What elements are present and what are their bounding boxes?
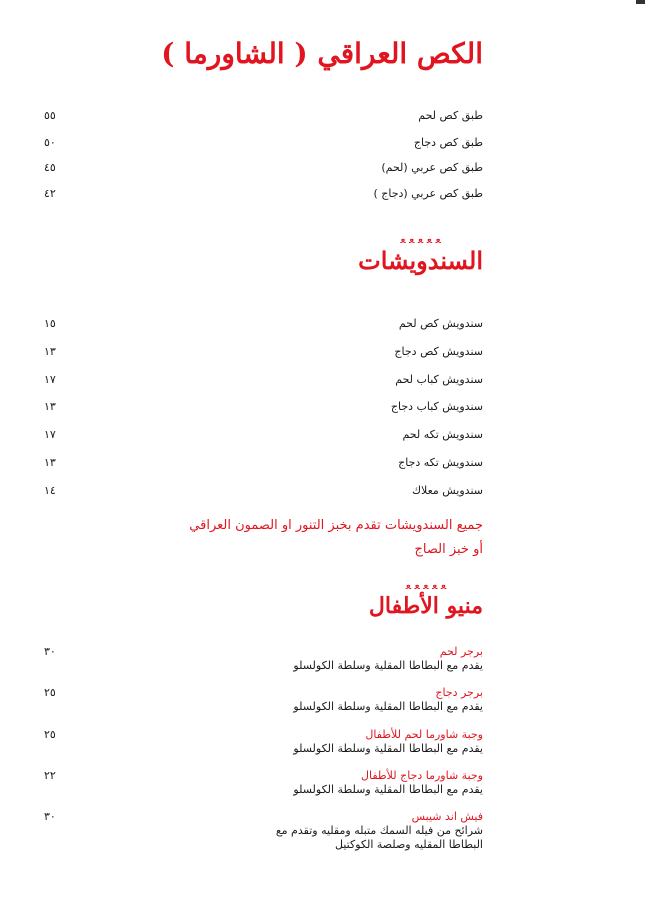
section-title-kids xyxy=(369,580,483,620)
ornament-icon: ﻌ ﻌ ﻌ ﻌ ﻌ xyxy=(400,233,441,246)
item-name: سندويش كص دجاج xyxy=(394,345,483,358)
item-price: ٢٥ xyxy=(44,686,56,699)
list-item xyxy=(0,184,651,204)
list-item xyxy=(0,425,651,445)
corner-mark xyxy=(636,0,645,4)
item-description: شرائح من فيله السمك متبله ومقليه وتقدم مع xyxy=(275,824,483,837)
section-title-sandwiches-text: السندويشات xyxy=(358,246,483,275)
list-item xyxy=(0,314,651,334)
item-description: يقدم مع البطاطا المقلية وسلطة الكولسلو xyxy=(293,783,483,796)
bread-note-line-1: جميع السندويشات تقدم بخبز التنور او الصمون العراقي xyxy=(189,518,483,533)
list-item xyxy=(0,370,651,390)
item-price: ٢٢ xyxy=(44,769,56,782)
item-name: سندويش كص لحم xyxy=(398,317,483,330)
item-name: برجر دجاج xyxy=(435,686,483,699)
item-price: ٥٠ xyxy=(44,136,56,149)
item-price: ٣٠ xyxy=(44,645,56,658)
item-name: طبق كص عربي (لحم) xyxy=(381,161,483,174)
item-description: يقدم مع البطاطا المقلية وسلطة الكولسلو xyxy=(293,700,483,713)
item-price: ٥٥ xyxy=(44,109,56,122)
list-item xyxy=(0,481,651,501)
list-item xyxy=(0,342,651,362)
item-price: ١٧ xyxy=(44,373,56,386)
item-name: سندويش معلاك xyxy=(411,484,483,497)
item-name: سندويش تكه دجاج xyxy=(398,456,483,469)
section-title-sandwiches xyxy=(358,234,483,276)
item-name: سندويش كباب دجاج xyxy=(390,400,483,413)
list-item xyxy=(0,645,651,675)
item-price: ٤٢ xyxy=(44,187,56,200)
item-price: ١٣ xyxy=(44,345,56,358)
section-title-kids-text: منيو الأطفال xyxy=(368,593,483,619)
item-price: ١٣ xyxy=(44,400,56,413)
item-description-line-2: البطاطا المقليه وصلصة الكوكتيل xyxy=(335,838,483,851)
list-item xyxy=(0,810,651,854)
item-price: ٤٥ xyxy=(44,161,56,174)
section-title-kus-text: الكص العراقي ( الشاورما ) xyxy=(161,37,483,70)
item-name: وجبة شاورما دجاج للأطفال xyxy=(361,769,483,782)
item-name: طبق كص دجاج xyxy=(413,136,483,149)
list-item xyxy=(0,453,651,473)
item-name: وجبة شاورما لحم للأطفال xyxy=(365,728,483,741)
list-item xyxy=(0,158,651,178)
item-name: فيش اند شيبس xyxy=(411,810,483,823)
section-title-kus xyxy=(161,34,483,74)
item-price: ٣٠ xyxy=(44,810,56,823)
list-item xyxy=(0,133,651,153)
list-item xyxy=(0,769,651,799)
item-name: سندويش تكه لحم xyxy=(402,428,483,441)
item-price: ١٧ xyxy=(44,428,56,441)
item-price: ١٥ xyxy=(44,317,56,330)
list-item xyxy=(0,106,651,126)
item-price: ١٤ xyxy=(44,484,56,497)
ornament-icon: ﻌ ﻌ ﻌ ﻌ ﻌ xyxy=(405,579,447,592)
item-name: طبق كص لحم xyxy=(418,109,483,122)
list-item xyxy=(0,686,651,716)
item-name: برجر لحم xyxy=(439,645,483,658)
item-description: يقدم مع البطاطا المقلية وسلطة الكولسلو xyxy=(293,742,483,755)
item-price: ٢٥ xyxy=(44,728,56,741)
item-description: يقدم مع البطاطا المقلية وسلطة الكولسلو xyxy=(293,659,483,672)
bread-note-line-2: أو خبز الصاج xyxy=(414,542,483,557)
item-price: ١٣ xyxy=(44,456,56,469)
item-name: سندويش كباب لحم xyxy=(395,373,483,386)
list-item xyxy=(0,397,651,417)
list-item xyxy=(0,728,651,758)
item-name: طبق كص عربي (دجاج ) xyxy=(373,187,483,200)
